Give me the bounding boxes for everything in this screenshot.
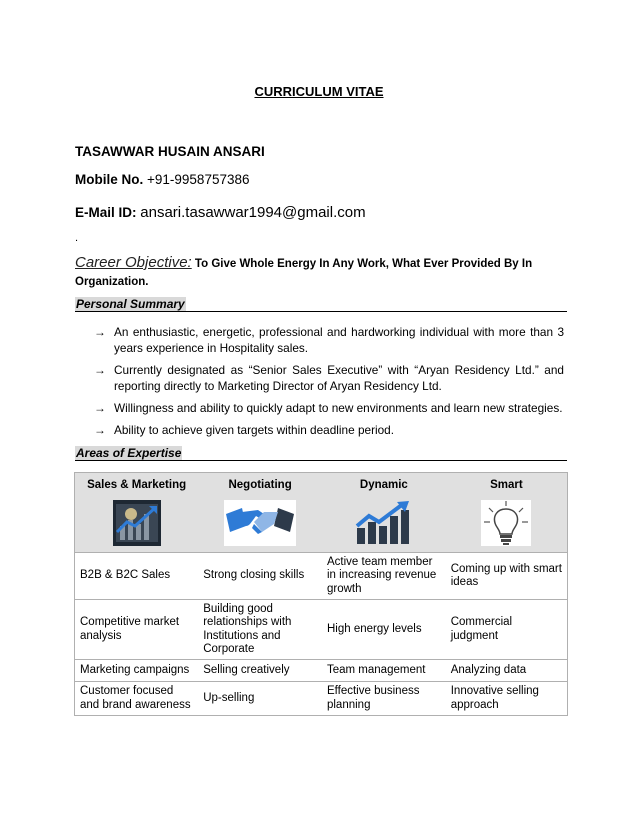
arrow-icon: → (94, 363, 106, 377)
table-cell: Innovative selling approach (446, 682, 568, 716)
expertise-heading (75, 446, 567, 461)
table-cell: B2B & B2C Sales (75, 553, 199, 600)
table-cell: Marketing campaigns (75, 660, 199, 682)
expertise-col-header: Sales & Marketing (75, 473, 199, 553)
arrow-icon: → (94, 423, 106, 437)
table-row (75, 553, 568, 600)
career-objective-label: Career Objective: (75, 254, 192, 271)
list-item: → Currently designated as “Senior Sales Executive” with “Aryan Residency Ltd.” and reporting directly to Marketing Director of Aryan Residency Ltd. (94, 363, 564, 393)
expertise-col-header: Negotiating (198, 473, 322, 553)
table-cell: High energy levels (322, 600, 446, 660)
table-cell: Building good relationships with Institutions and Corporate (198, 600, 322, 660)
table-cell: Competitive market analysis (75, 600, 199, 660)
expertise-header-row (75, 473, 568, 553)
table-cell: Commercial judgment (446, 600, 568, 660)
growth-chart-icon (355, 500, 413, 551)
mobile-line (75, 172, 250, 187)
lightbulb-icon (481, 500, 531, 551)
expertise-col-header: Dynamic (322, 473, 446, 553)
table-row (75, 682, 568, 716)
expertise-table (74, 472, 568, 716)
arrow-icon: → (94, 325, 106, 339)
career-objective-text: To Give Whole Energy In Any Work, What Ever Provided By In Organization. (75, 258, 533, 288)
list-item: → Willingness and ability to quickly adapt to new environments and learn new strategies. (94, 401, 563, 415)
table-cell: Strong closing skills (198, 553, 322, 600)
personal-summary-heading-label: Personal Summary (76, 297, 185, 311)
career-objective (75, 254, 565, 291)
table-cell: Coming up with smart ideas (446, 553, 568, 600)
table-cell: Up-selling (198, 682, 322, 716)
stray-dot: . (75, 232, 79, 244)
table-row (75, 600, 568, 660)
table-cell: Team management (322, 660, 446, 682)
mobile-label: Mobile No. (75, 172, 144, 187)
candidate-name: TASAWWAR HUSAIN ANSARI (75, 144, 265, 159)
table-cell: Selling creatively (198, 660, 322, 682)
email-value: ansari.tasawwar1994@gmail.com (140, 204, 366, 221)
table-cell: Analyzing data (446, 660, 568, 682)
table-cell: Active team member in increasing revenue growth (322, 553, 446, 600)
expertise-col-header: Smart (446, 473, 568, 553)
list-item: → Ability to achieve given targets within deadline period. (94, 423, 395, 437)
expertise-heading-label: Areas of Expertise (76, 446, 182, 460)
handshake-icon (224, 500, 296, 551)
table-row (75, 660, 568, 682)
list-item: → An enthusiastic, energetic, professional and hardworking individual with more than 3 years experience in Hospitality sales. (94, 325, 564, 355)
sales-chart-icon (113, 500, 161, 551)
table-cell: Effective business planning (322, 682, 446, 716)
email-label: E-Mail ID: (75, 205, 137, 220)
arrow-icon: → (94, 401, 106, 415)
personal-summary-list (94, 324, 564, 444)
email-line (75, 204, 366, 221)
mobile-value: +91-9958757386 (147, 172, 250, 187)
personal-summary-heading (75, 297, 567, 312)
document-title: CURRICULUM VITAE (254, 84, 384, 99)
table-cell: Customer focused and brand awareness (75, 682, 199, 716)
